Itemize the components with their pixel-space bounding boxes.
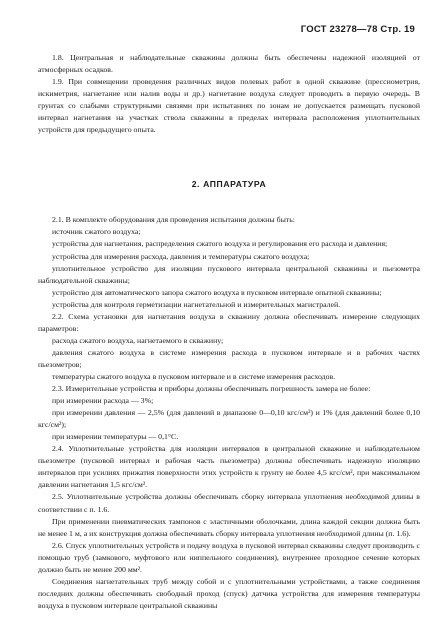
page-header: [0, 24, 431, 38]
paragraph: При применении пневматических тампонов с эластичными оболочками, длина каждой секции должна быть не менее 1 м, а их конструкция должна обеспечивать сборку интервала уплотнения необходимой длины (п. 1.6).: [38, 516, 420, 538]
paragraph-2-4: 2.4. Уплотнительные устройства для изоляции интервалов в центральной скважине и наблюдательном пьезометре (пусковой интервал и рабочая часть пьезометра) должны обеспечивать надежную изоляцию интервалов при усилиях прижатия поверхности этих устройств к грунту не более 4,5 кгс/см², при максимальном давлении нагнетания 1,5 кгс/см².: [38, 444, 420, 490]
list-item: при измерении температуры — 0,1°C.: [52, 432, 179, 442]
paragraph-1-8: 1.8. Центральная и наблюдательные скважины должны быть обеспечены надежной изоляцией от атмосферных осадков.: [38, 53, 420, 75]
list-item: устройства для контроля герметизации нагнетательной и измерительных магистралей.: [52, 299, 341, 309]
list-item: уплотнительное устройство для изоляции пускового интервала центральной скважины и пьезометра наблюдательной скважины;: [38, 263, 420, 285]
list-item: устройства для нагнетания, распределения сжатого воздуха и регулирования его расхода и давления;: [52, 239, 388, 249]
header-title: ГОСТ 23278—78 Стр. 19: [300, 24, 415, 35]
paragraph: Соединения нагнетательных труб между собой и с уплотнительными устройствами, а также соединения последних должны обеспечивать свободный проход (спуск) датчика устройства для измерения температуры воздуха в пусковом интервале центральной скважины: [38, 576, 420, 610]
list-item: источник сжатого воздуха;: [52, 227, 141, 237]
list-item: устройства для измерения расхода, давления и температуры сжатого воздуха;: [52, 251, 310, 261]
list-item: устройство для автоматического запора сжатого воздуха в пусковом интервале опытной скважины;: [52, 287, 382, 297]
paragraph-2-5: 2.5. Уплотнительные устройства должны обеспечивать сборку интервала уплотнения необходимой длины в соответствии с п. 1.6.: [38, 492, 420, 514]
list-item: температуры сжатого воздуха в пусковом интервале и в системе измерения расходов.: [52, 371, 336, 381]
paragraph-2-2: 2.2. Схема установки для нагнетания воздуха в скважину должна обеспечивать измерение следующих параметров:: [38, 311, 420, 333]
paragraph-2-1: 2.1. В комплекте оборудования для проведения испытания должны быть:: [52, 215, 295, 225]
document-body: [38, 52, 420, 612]
list-item: расхода сжатого воздуха, нагнетаемого в скважину;: [52, 335, 224, 345]
paragraph-2-6: 2.6. Спуск уплотнительных устройств и подачу воздуха в пусковой интервал скважины следует производить с помощью труб (замкового, муфтового или ниппельного соединения), внутреннее проходное сечение которых должно быть не менее 200 мм².: [38, 540, 420, 574]
paragraph-2-3: 2.3. Измерительные устройства и приборы должны обеспечивать погрешность замера не более:: [52, 384, 371, 394]
list-item: при измерении давления — 2,5% (для давлений в диапазоне 0—0,10 кгс/см²) и 1% (для давлений более 0,10 кгс/см²);: [38, 408, 420, 430]
list-item: при измерении расхода — 3%;: [52, 396, 154, 406]
section-heading: 2. АППАРАТУРА: [191, 179, 267, 190]
paragraph-1-9: 1.9. При совмещении проведения различных видов полевых работ в одной скважине (прессиометрия, искиметрия, нагнетание или налив воды и др.) нагнетание воздуха следует проводить в первую очередь. В грунтах со слабыми структурными связями при испытаниях по зонам не допускается размещать пусковой интервал нагнетания на участках ствола скважины в пределах интервала расположения уплотнительных устройств для предыдущего опыта.: [38, 77, 420, 135]
list-item: давления сжатого воздуха в системе измерения расхода в пусковом интервале и в рабочих частях пьезометров;: [38, 347, 420, 369]
